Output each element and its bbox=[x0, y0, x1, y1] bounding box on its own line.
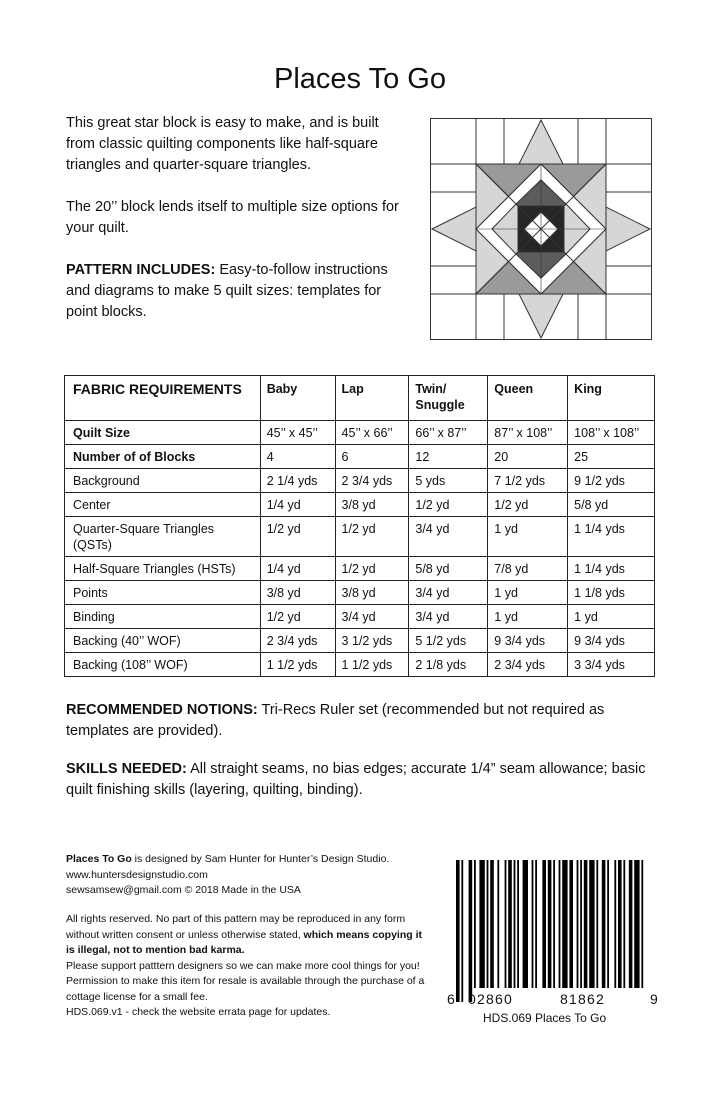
barcode-bar bbox=[490, 860, 494, 988]
table-cell: 25 bbox=[568, 445, 655, 469]
table-cell: 7 1/2 yds bbox=[488, 469, 568, 493]
quilt-block-diagram bbox=[430, 118, 652, 340]
skills-label: SKILLS NEEDED: bbox=[66, 761, 187, 777]
table-cell: 4 bbox=[260, 445, 335, 469]
pattern-includes-text: Easy-to-follow instructions and diagrams to make 5 quilt sizes: templates for point blocks. bbox=[66, 262, 388, 320]
barcode-first-digit: 6 bbox=[447, 991, 456, 1007]
barcode-bar bbox=[641, 860, 643, 988]
row-label: Quarter-Square Triangles (QSTs) bbox=[65, 517, 261, 557]
barcode-bar bbox=[580, 860, 582, 988]
intro-paragraph-2: The 20’’ block lends itself to multiple size options for your quilt. bbox=[66, 199, 399, 236]
barcode-bar bbox=[553, 860, 555, 988]
support-line: Please support patttern designers so we can make more cool things for you! bbox=[66, 959, 420, 972]
pattern-name: Places To Go bbox=[66, 853, 132, 865]
intro-section bbox=[66, 113, 406, 344]
barcode-bar bbox=[532, 860, 534, 988]
table-cell: 1/4 yd bbox=[260, 557, 335, 581]
barcode-bar bbox=[559, 860, 561, 988]
notions-text: Tri-Recs Ruler set (recommended but not required as templates are provided). bbox=[66, 702, 605, 739]
barcode-bar bbox=[542, 860, 546, 988]
table-cell: 3/8 yd bbox=[260, 581, 335, 605]
table-cell: 1/4 yd bbox=[260, 493, 335, 517]
table-cell: 6 bbox=[335, 445, 409, 469]
row-label: Half-Square Triangles (HSTs) bbox=[65, 557, 261, 581]
barcode-bar bbox=[618, 860, 622, 988]
barcode-bar bbox=[584, 860, 588, 988]
table-row bbox=[65, 581, 655, 605]
fabric-requirements-table bbox=[64, 375, 655, 677]
barcode-bar bbox=[487, 860, 489, 988]
table-cell: 3/8 yd bbox=[335, 493, 409, 517]
table-row bbox=[65, 605, 655, 629]
table-cell: 3 1/2 yds bbox=[335, 629, 409, 653]
barcode-bar bbox=[569, 860, 573, 988]
table-cell: 3 3/4 yds bbox=[568, 653, 655, 677]
intro-paragraph-3 bbox=[66, 260, 406, 323]
table-cell: 66’’ x 87’’ bbox=[409, 421, 488, 445]
table-cell: 1/2 yd bbox=[260, 605, 335, 629]
barcode-bar bbox=[577, 860, 579, 988]
table-cell: 1 1/2 yds bbox=[335, 653, 409, 677]
table-cell: 1/2 yd bbox=[335, 517, 409, 557]
table-cell: 9 1/2 yds bbox=[568, 469, 655, 493]
rights-paragraph: All rights reserved. No part of this pattern may be reproduced in any form without written consent or unless otherwise stated, which means copying it is illegal, not to mention bad karma. bbox=[66, 913, 422, 956]
rights-section bbox=[66, 912, 426, 1021]
barcode-bar bbox=[535, 860, 537, 988]
table-cell: 1 yd bbox=[488, 517, 568, 557]
page-title: Places To Go bbox=[274, 63, 446, 95]
table-cell: 2 3/4 yds bbox=[335, 469, 409, 493]
column-header-queen: Queen bbox=[488, 376, 568, 421]
table-cell: 2 1/8 yds bbox=[409, 653, 488, 677]
table-cell: 45’’ x 45’’ bbox=[260, 421, 335, 445]
website-link[interactable]: www.huntersdesignstudio.com bbox=[66, 868, 208, 881]
table-row bbox=[65, 445, 655, 469]
barcode-left-group: 02860 bbox=[468, 991, 513, 1007]
table-cell: 1/2 yd bbox=[260, 517, 335, 557]
pattern-includes-label: PATTERN INCLUDES: bbox=[66, 262, 216, 278]
barcode-bar bbox=[602, 860, 606, 988]
barcode-bar bbox=[548, 860, 552, 988]
barcode-bar bbox=[508, 860, 512, 988]
row-label: Number of of Blocks bbox=[65, 445, 261, 469]
barcode-bar bbox=[517, 860, 519, 988]
table-cell: 2 1/4 yds bbox=[260, 469, 335, 493]
table-row bbox=[65, 517, 655, 557]
barcode-bar bbox=[523, 860, 528, 988]
skills-needed bbox=[66, 759, 666, 801]
barcode-bar bbox=[623, 860, 625, 988]
row-label: Backing (40’’ WOF) bbox=[65, 629, 261, 653]
table-cell: 1 1/8 yds bbox=[568, 581, 655, 605]
barcode-bar bbox=[634, 860, 639, 988]
designer-line: Places To Go is designed by Sam Hunter for Hunter’s Design Studio. bbox=[66, 853, 390, 865]
column-header-lap: Lap bbox=[335, 376, 409, 421]
table-cell: 1 yd bbox=[488, 605, 568, 629]
table-cell: 3/4 yd bbox=[409, 581, 488, 605]
table-cell: 12 bbox=[409, 445, 488, 469]
table-cell: 87’’ x 108’’ bbox=[488, 421, 568, 445]
table-cell: 5 yds bbox=[409, 469, 488, 493]
barcode-bar bbox=[607, 860, 609, 988]
table-row bbox=[65, 493, 655, 517]
barcode-bar bbox=[596, 860, 598, 988]
errata-line: HDS.069.v1 - check the website errata page for updates. bbox=[66, 1006, 331, 1018]
table-cell: 2 3/4 yds bbox=[488, 653, 568, 677]
row-label: Quilt Size bbox=[65, 421, 261, 445]
table-cell: 3/4 yd bbox=[335, 605, 409, 629]
table-cell: 5/8 yd bbox=[568, 493, 655, 517]
barcode-right-group: 81862 bbox=[560, 991, 605, 1007]
barcode-bar bbox=[474, 860, 476, 988]
table-cell: 20 bbox=[488, 445, 568, 469]
table-cell: 3/4 yd bbox=[409, 605, 488, 629]
row-label: Backing (108’’ WOF) bbox=[65, 653, 261, 677]
table-cell: 9 3/4 yds bbox=[488, 629, 568, 653]
table-cell: 1 1/2 yds bbox=[260, 653, 335, 677]
barcode-bar bbox=[479, 860, 484, 988]
notions-label: RECOMMENDED NOTIONS: bbox=[66, 702, 258, 718]
rights-bold-text: which means copying it is illegal, not to mention bad karma. bbox=[66, 928, 422, 956]
table-row bbox=[65, 469, 655, 493]
barcode-bar bbox=[614, 860, 616, 988]
intro-paragraph-1: This great star block is easy to make, and is built from classic quilting components like half-square triangles and quarter-square triangles. bbox=[66, 115, 379, 173]
table-cell: 1/2 yd bbox=[488, 493, 568, 517]
barcode-bar bbox=[497, 860, 499, 988]
row-label: Background bbox=[65, 469, 261, 493]
barcode-check-digit: 9 bbox=[650, 991, 659, 1007]
column-header-baby: Baby bbox=[260, 376, 335, 421]
row-label: Binding bbox=[65, 605, 261, 629]
table-title: FABRIC REQUIREMENTS bbox=[65, 376, 261, 421]
table-cell: 3/4 yd bbox=[409, 517, 488, 557]
table-cell: 1/2 yd bbox=[409, 493, 488, 517]
table-cell: 1 1/4 yds bbox=[568, 517, 655, 557]
table-cell: 5 1/2 yds bbox=[409, 629, 488, 653]
column-header-twin: Twin/ Snuggle bbox=[409, 376, 488, 421]
table-cell: 1 yd bbox=[568, 605, 655, 629]
table-cell: 1 yd bbox=[488, 581, 568, 605]
barcode-bar bbox=[456, 860, 460, 1002]
table-cell: 2 3/4 yds bbox=[260, 629, 335, 653]
table-row bbox=[65, 421, 655, 445]
table-cell: 7/8 yd bbox=[488, 557, 568, 581]
table-cell: 1/2 yd bbox=[335, 557, 409, 581]
table-cell: 5/8 yd bbox=[409, 557, 488, 581]
table-cell: 9 3/4 yds bbox=[568, 629, 655, 653]
table-row bbox=[65, 653, 655, 677]
row-label: Points bbox=[65, 581, 261, 605]
barcode-bar bbox=[514, 860, 516, 988]
skills-text: All straight seams, no bias edges; accurate 1/4” seam allowance; basic quilt finishing skills (layering, quilting, binding). bbox=[66, 761, 646, 798]
license-line: Permission to make this item for resale is available through the purchase of a cottage license for a small fee. bbox=[66, 975, 425, 1003]
barcode-bar bbox=[562, 860, 567, 988]
table-row bbox=[65, 557, 655, 581]
row-label: Center bbox=[65, 493, 261, 517]
barcode-bar bbox=[629, 860, 633, 988]
recommended-notions bbox=[66, 700, 666, 742]
table-header-row bbox=[65, 376, 655, 421]
barcode-bar bbox=[589, 860, 594, 988]
table-cell: 3/8 yd bbox=[335, 581, 409, 605]
column-header-king: King bbox=[568, 376, 655, 421]
barcode-image bbox=[440, 860, 660, 1010]
table-cell: 1 1/4 yds bbox=[568, 557, 655, 581]
email-copyright-line: sewsamsew@gmail.com © 2018 Made in the USA bbox=[66, 884, 301, 896]
table-cell: 45’’ x 66’’ bbox=[335, 421, 409, 445]
credits-section bbox=[66, 852, 446, 899]
barcode-bar bbox=[469, 860, 473, 1002]
barcode-bar bbox=[461, 860, 463, 1002]
table-row bbox=[65, 629, 655, 653]
barcode-bar bbox=[505, 860, 507, 988]
barcode-caption: HDS.069 Places To Go bbox=[483, 1011, 607, 1025]
table-cell: 108’’ x 108’’ bbox=[568, 421, 655, 445]
